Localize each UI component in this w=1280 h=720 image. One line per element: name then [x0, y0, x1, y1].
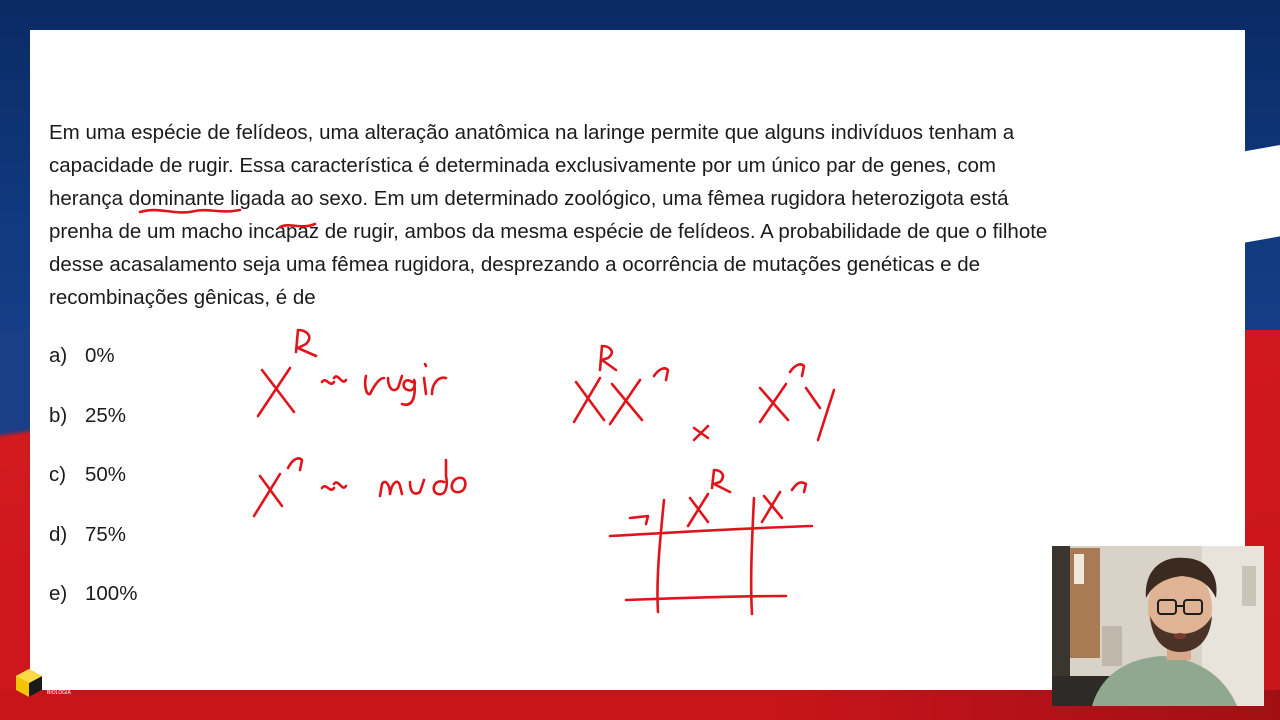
question-line: Em uma espécie de felídeos, uma alteração anatômica na laringe permite que alguns indivíduos tenham a [49, 121, 1015, 144]
logo-sub-text: BIOLOGIA [47, 690, 71, 696]
option-text: 25% [85, 403, 127, 427]
logo-main-text: ESTUDOS [47, 676, 108, 690]
answer-options [49, 338, 137, 636]
channel-logo [14, 666, 114, 700]
option-letter: b) [49, 403, 68, 427]
option-letter: d) [49, 522, 68, 546]
option-letter: a) [49, 344, 68, 367]
option-c [49, 457, 137, 517]
question-line: prenha de um macho incapaz de rugir, ambos da mesma espécie de felídeos. A probabilidade de que o filhote [49, 220, 1048, 243]
option-text: 75% [85, 522, 127, 546]
option-b [49, 398, 137, 458]
option-text: 100% [85, 582, 138, 605]
question-line: capacidade de rugir. Essa característica é determinada exclusivamente por um único par de genes, com [49, 154, 996, 177]
yellow-cube-icon [14, 668, 44, 698]
question-line: recombinações gênicas, é de [49, 286, 316, 309]
option-e [49, 576, 137, 636]
webcam-overlay [1052, 546, 1264, 706]
question-text [49, 116, 1229, 314]
option-a [49, 338, 137, 398]
option-text: 0% [85, 344, 115, 367]
question-line: herança dominante ligada ao sexo. Em um determinado zoológico, uma fêmea rugidora heterozigota está [49, 187, 1009, 210]
logo-small-text: RUMO AO [47, 669, 73, 675]
option-letter: c) [49, 463, 67, 486]
presenter-avatar [1052, 546, 1264, 706]
option-text: 50% [85, 463, 127, 486]
option-letter: e) [49, 582, 68, 605]
option-d [49, 517, 137, 577]
question-line: desse acasalamento seja uma fêmea rugidora, desprezando a ocorrência de mutações genéticas e de [49, 253, 981, 276]
